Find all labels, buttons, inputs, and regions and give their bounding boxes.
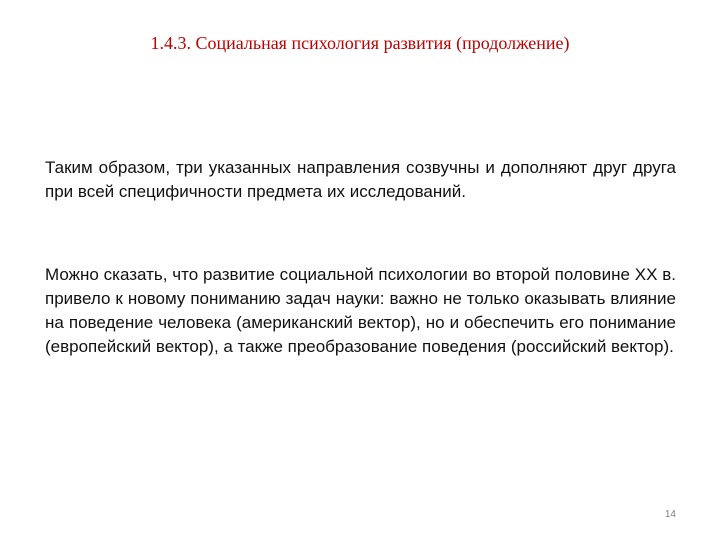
- paragraph-conclusion: Таким образом, три указанных направления созвучны и дополняют друг друга при всей специфичности предмета их исследований.: [45, 158, 676, 201]
- slide-title: 1.4.3. Социальная психология развития (продолжение): [150, 33, 570, 53]
- page-number: 14: [664, 509, 676, 520]
- paragraph-development-vectors: Можно сказать, что развитие социальной психологии во второй половине XX в. привело к новому пониманию задач науки: важно не только оказывать влияние на поведение человека (американский вектор), но и обеспечить его понимание (европейский вектор), а также преобразование поведения (российский вектор).: [45, 265, 676, 356]
